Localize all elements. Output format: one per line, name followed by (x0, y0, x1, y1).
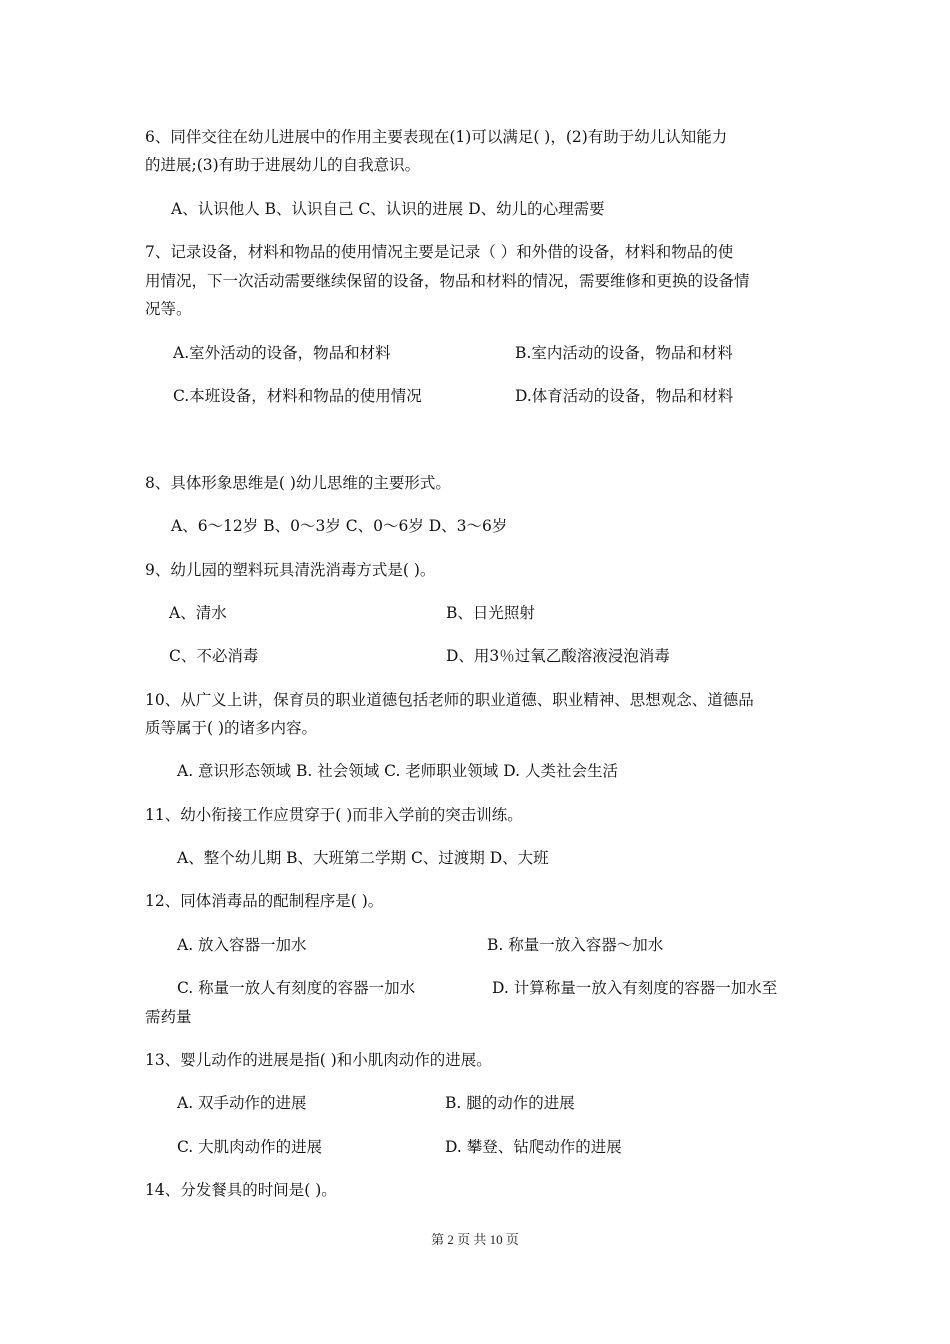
q9-option-d: D、用3％过氧乙酸溶液浸泡消毒 (446, 647, 670, 665)
q13-option-c: C. 大肌肉动作的进展 (177, 1138, 323, 1156)
q12-option-b: B. 称量一放入容器～加水 (487, 936, 664, 954)
q9-option-b: B、日光照射 (446, 604, 535, 622)
q6-options: A、认识他人 B、认识自己 C、认识的进展 D、幼儿的心理需要 (171, 200, 605, 218)
q7-option-a: A.室外活动的设备，物品和材料 (173, 344, 391, 362)
q7-option-c: C.本班设备，材料和物品的使用情况 (173, 387, 422, 405)
q11-options: A、整个幼儿期 B、大班第二学期 C、过渡期 D、大班 (177, 849, 549, 867)
q13-option-a: A. 双手动作的进展 (177, 1094, 307, 1112)
q8-options: A、6～12岁 B、0～3岁 C、0～6岁 D、3～6岁 (171, 517, 508, 535)
q6-stem-line2: 的进展;(3)有助于进展幼儿的自我意识。 (145, 156, 421, 174)
q9-option-a: A、清水 (169, 604, 227, 622)
page-number-footer: 第 2 页 共 10 页 (431, 1232, 519, 1247)
q8-stem: 8、具体形象思维是( )幼儿思维的主要形式。 (145, 474, 451, 492)
q6-stem-line1: 6、同伴交往在幼儿进展中的作用主要表现在(1)可以满足( )，(2)有助于幼儿认知能力 (145, 128, 728, 146)
q13-stem: 13、婴儿动作的进展是指( )和小肌肉动作的进展。 (145, 1051, 492, 1069)
q7-stem-line1: 7、记录设备，材料和物品的使用情况主要是记录（ ）和外借的设备，材料和物品的使 (145, 243, 734, 261)
q7-option-d: D.体育活动的设备，物品和材料 (515, 387, 734, 405)
q10-stem-line1: 10、从广义上讲，保育员的职业道德包括老师的职业道德、职业精神、思想观念、道德品 (145, 691, 754, 709)
q12-option-d-continued: 需药量 (145, 1008, 192, 1026)
q9-option-c: C、不必消毒 (169, 647, 259, 665)
q14-stem: 14、分发餐具的时间是( )。 (145, 1181, 337, 1199)
q10-options: A. 意识形态领域 B. 社会领域 C. 老师职业领域 D. 人类社会生活 (177, 762, 618, 780)
q13-option-d: D. 攀登、钻爬动作的进展 (445, 1138, 622, 1156)
q11-stem: 11、幼小衔接工作应贯穿于( )而非入学前的突击训练。 (145, 806, 523, 824)
q12-stem: 12、同体消毒品的配制程序是( )。 (145, 892, 384, 910)
q12-option-d: D. 计算称量一放入有刻度的容器一加水至 (492, 979, 778, 997)
q10-stem-line2: 质等属于( )的诸多内容。 (145, 719, 318, 737)
q12-option-c: C. 称量一放人有刻度的容器一加水 (177, 979, 416, 997)
q12-option-a: A. 放入容器一加水 (177, 936, 307, 954)
q9-stem: 9、幼儿园的塑料玩具清洗消毒方式是( )。 (145, 561, 436, 579)
q13-option-b: B. 腿的动作的进展 (445, 1094, 575, 1112)
q7-stem-line3: 况等。 (145, 300, 192, 318)
q7-option-b: B.室内活动的设备，物品和材料 (515, 344, 733, 362)
q7-stem-line2: 用情况，下一次活动需要继续保留的设备，物品和材料的情况，需要维修和更换的设备情 (145, 272, 750, 290)
